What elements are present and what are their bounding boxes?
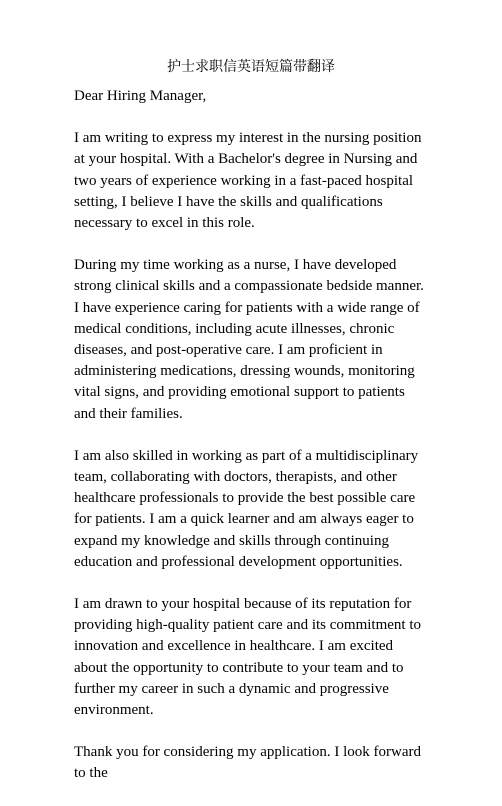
paragraph-3: I am also skilled in working as part of a multidisciplinary team, collaborating with doctors, therapists, and other healthcare professionals to provide the best possible care for patients. I am a quick learner and am always eager to expand my knowledge and skills through continuing education and professional development opportunities. xyxy=(74,447,419,570)
letter-body xyxy=(74,86,430,806)
letter-salutation: Dear Hiring Manager, xyxy=(74,88,207,104)
document-title: 护士求职信英语短篇带翻译 xyxy=(167,60,335,75)
paragraph-1: I am writing to express my interest in the nursing position at your hospital. With a Bachelor's degree in Nursing and two years of experience working in a fast-paced hospital setting, I believe I have the skills and qualifications necessary to excel in this role. xyxy=(74,130,422,232)
paragraph-5: Thank you for considering my application. I look forward to the xyxy=(74,744,421,782)
paragraph-2: During my time working as a nurse, I have developed strong clinical skills and a compassionate bedside manner. I have experience caring for patients with a wide range of medical conditions, including acute illnesses, chronic diseases, and post-operative care. I am proficient in administering medications, dressing wounds, monitoring vital signs, and providing emotional support to patients and their families. xyxy=(74,257,424,422)
paragraph-4: I am drawn to your hospital because of its reputation for providing high-quality patient care and its commitment to innovation and excellence in healthcare. I am excited about the opportunity to contribute to your team and to further my career in such a dynamic and progressive environment. xyxy=(74,596,422,719)
